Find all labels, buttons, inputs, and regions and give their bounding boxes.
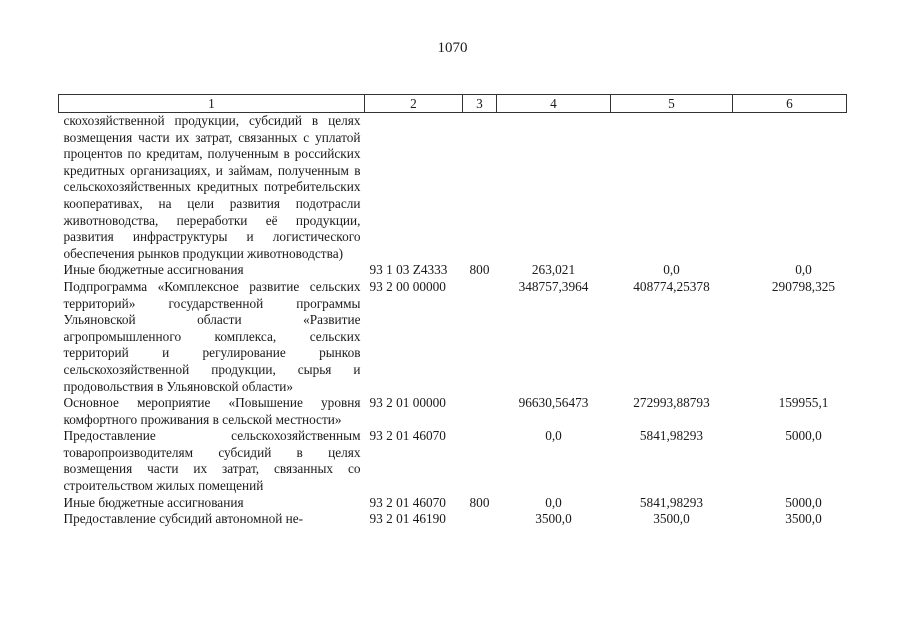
- row-value-5: 408774,25378: [633, 278, 710, 294]
- column-header: 4: [497, 95, 611, 113]
- row-code: 93 2 01 46190: [369, 511, 446, 527]
- table-row: [59, 495, 847, 512]
- row-name: Предоставление субсидий автономной не-: [63, 511, 304, 527]
- table-row: [59, 511, 847, 528]
- row-value-5: [611, 113, 733, 263]
- row-expense-type: 800: [469, 494, 490, 510]
- column-header: 3: [463, 95, 497, 113]
- table-header-row: [59, 95, 847, 113]
- row-value-5: 0,0: [663, 262, 680, 278]
- row-name: скохозяйственной продукции, субсидий в целях возмещения части их затрат, связанных с уплатой процентов по кредитам, полученным в российских кредитных организациях, и займам, полученным в сельскохозяйственных кредитных потребительских кооперативах, на цели развития подотрасли животноводства, переработки её продукции, развития инфраструктуры и логистического обеспечения рынков продукции животноводства): [63, 113, 361, 261]
- row-code: 93 2 01 00000: [369, 395, 446, 411]
- row-code: 93 2 01 46070: [369, 428, 446, 444]
- row-name: Предоставление сельскохозяйственным товаропроизводителям субсидий в целях возмещения части их затрат, связанных со строительством жилых помещений: [63, 428, 361, 494]
- row-value-6: [733, 113, 847, 263]
- row-expense-type: [463, 113, 497, 263]
- row-value-5: 3500,0: [653, 511, 690, 527]
- row-value-6: 0,0: [795, 262, 812, 278]
- table-row: [59, 428, 847, 494]
- row-name: Основное мероприятие «Повышение уровня комфортного проживания в сельской местности»: [63, 395, 361, 427]
- page-number: 1070: [437, 40, 468, 56]
- row-code: 93 1 03 Z4333: [369, 262, 448, 278]
- column-header: 5: [611, 95, 733, 113]
- row-expense-type: [463, 395, 497, 428]
- row-value-5: 5841,98293: [639, 494, 704, 510]
- table-row: [59, 279, 847, 395]
- row-name: Иные бюджетные ассигнования: [63, 262, 244, 278]
- table-row: [59, 395, 847, 428]
- table-row: [59, 262, 847, 279]
- row-value-6: 159955,1: [778, 395, 829, 411]
- row-value-6: 290798,325: [771, 278, 836, 294]
- row-expense-type: 800: [469, 262, 490, 278]
- row-value-4: 263,021: [531, 262, 576, 278]
- row-value-4: [497, 113, 611, 263]
- row-value-4: 96630,56473: [518, 395, 589, 411]
- row-expense-type: [463, 279, 497, 395]
- row-code: [365, 113, 463, 263]
- row-value-6: 5000,0: [785, 494, 822, 510]
- column-header: 6: [733, 95, 847, 113]
- row-value-4: 348757,3964: [518, 278, 589, 294]
- row-value-6: 5000,0: [785, 428, 822, 444]
- row-code: 93 2 01 46070: [369, 494, 446, 510]
- row-value-4: 3500,0: [535, 511, 572, 527]
- row-expense-type: [463, 428, 497, 494]
- row-value-4: 0,0: [545, 428, 562, 444]
- table-row: [59, 113, 847, 263]
- row-value-5: 5841,98293: [639, 428, 704, 444]
- column-header: 2: [365, 95, 463, 113]
- row-name: Иные бюджетные ассигнования: [63, 494, 244, 510]
- column-header: 1: [59, 95, 365, 113]
- row-expense-type: [463, 511, 497, 528]
- budget-table: [58, 94, 847, 528]
- row-code: 93 2 00 00000: [369, 278, 446, 294]
- row-name: Подпрограмма «Комплексное развитие сельских территорий» государственной программы Ульяновской области «Развитие агропромышленного комплекса, сельских территорий и регулирование рынков сельскохозяйственной продукции, сырья и продовольствия в Ульяновской области»: [63, 278, 361, 394]
- row-value-5: 272993,88793: [633, 395, 710, 411]
- row-value-6: 3500,0: [785, 511, 822, 527]
- row-value-4: 0,0: [545, 494, 562, 510]
